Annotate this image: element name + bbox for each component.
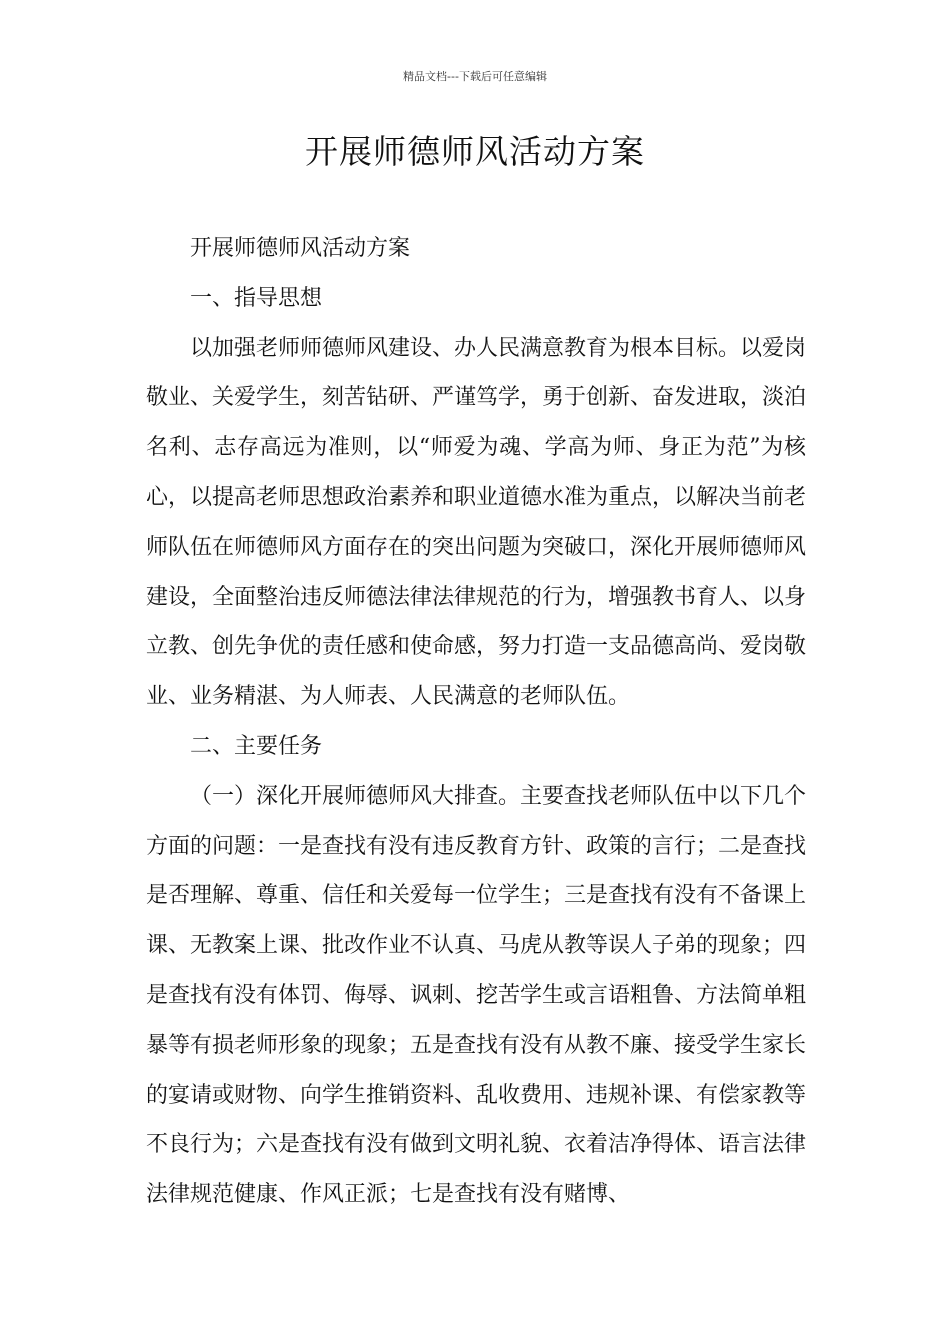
document-body: [146, 224, 806, 1220]
header-note: 精品文档---下载后可任意编辑: [403, 70, 547, 83]
section-heading-guiding-ideology: 一、指导思想: [190, 285, 323, 311]
paragraph-guiding-ideology: 以加强老师师德师风建设、办人民满意教育为根本目标。以爱岗敬业、关爱学生，刻苦钻研、严谨笃学，勇于创新、奋发进取，淡泊名利、志存高远为准则，以“师爱为魂、学高为师、身正为范”为核心，以提高老师思想政治素养和职业道德水准为重点，以解决当前老师队伍在师德师风方面存在的突出问题为突破口，深化开展师德师风建设，全面整治违反师德法律法律规范的行为，增强教书育人、以身立教、创先争优的责任感和使命感，努力打造一支品德高尚、爱岗敬业、业务精湛、为人师表、人民满意的老师队伍。: [146, 335, 807, 710]
section-heading-main-tasks: 二、主要任务: [190, 733, 323, 759]
document-title: 开展师德师风活动方案: [305, 132, 645, 171]
paragraph-subtitle: 开展师德师风活动方案: [190, 236, 411, 261]
paragraph-main-tasks-1: （一）深化开展师德师风大排查。主要查找老师队伍中以下几个方面的问题：一是查找有没有违反教育方针、政策的言行；二是查找是否理解、尊重、信任和关爱每一位学生；三是查找有没有不备课上课、无教案上课、批改作业不认真、马虎从教等误人子弟的现象；四是查找有没有体罚、侮辱、讽刺、挖苦学生或言语粗鲁、方法简单粗暴等有损老师形象的现象；五是查找有没有从教不廉、接受学生家长的宴请或财物、向学生推销资料、乱收费用、违规补课、有偿家教等不良行为；六是查找有没有做到文明礼貌、衣着洁净得体、语言法律法律规范健康、作风正派；七是查找有没有赌博、: [146, 783, 807, 1208]
